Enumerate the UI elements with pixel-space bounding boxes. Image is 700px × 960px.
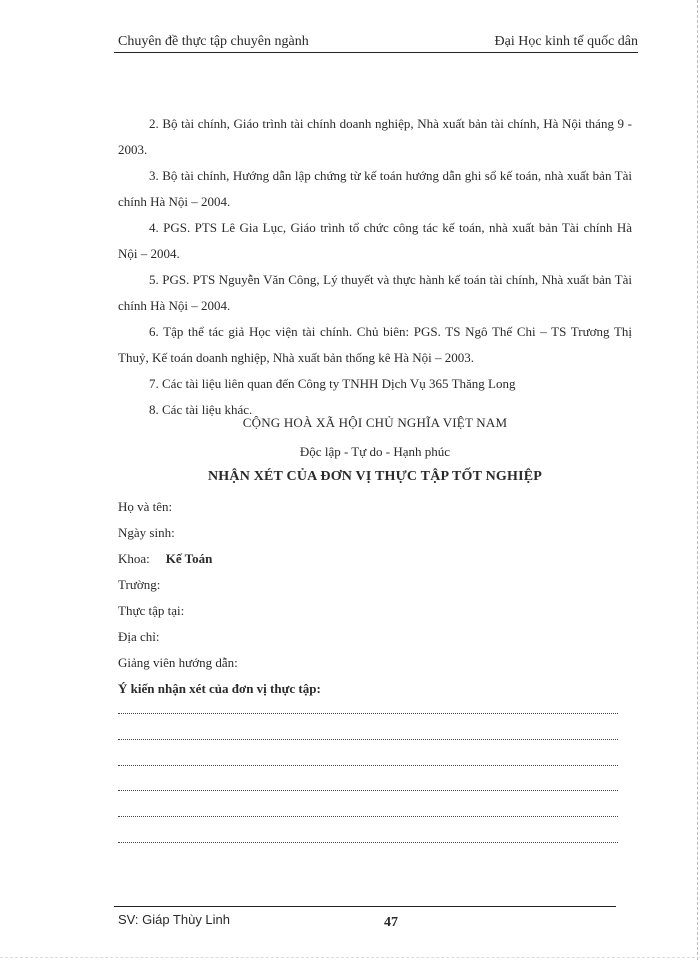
- comment-dotted-line: [118, 765, 618, 766]
- page-edge-bottom: [0, 957, 700, 958]
- field-internship-label: Thực tập tại:: [118, 603, 185, 618]
- reference-item: 5. PGS. PTS Nguyễn Văn Công, Lý thuyết và thực hành kế toán tài chính, Nhà xuất bản Tài chính Hà Nội – 2004.: [118, 272, 632, 313]
- reference-item: 6. Tập thể tác giả Học viện tài chính. Chủ biên: PGS. TS Ngô Thế Chi – TS Trương Thị Thuỷ, Kế toán doanh nghiệp, Nhà xuất bản thống kê Hà Nội – 2003.: [118, 324, 632, 365]
- field-school: [118, 572, 632, 598]
- field-faculty-label: Khoa:: [118, 551, 150, 566]
- reference-item: 2. Bộ tài chính, Giáo trình tài chính doanh nghiệp, Nhà xuất bản tài chính, Hà Nội tháng 9 - 2003.: [118, 116, 632, 157]
- field-name: [118, 494, 632, 520]
- national-heading: CỘNG HOÀ XÃ HỘI CHỦ NGHĨA VIỆT NAM: [242, 415, 508, 430]
- form-title: NHẬN XÉT CỦA ĐƠN VỊ THỰC TẬP TỐT NGHIỆP: [207, 469, 543, 484]
- header-rule: [114, 52, 638, 53]
- field-faculty: [118, 546, 632, 572]
- comment-dotted-line: [118, 739, 618, 740]
- footer-student-name: SV: Giáp Thùy Linh: [118, 912, 231, 927]
- page-edge-right: [697, 0, 698, 960]
- reference-item: 4. PGS. PTS Lê Gia Lục, Giáo trình tổ chức công tác kế toán, nhà xuất bản Tài chính Hà Nội – 2004.: [118, 220, 632, 261]
- page-number: 47: [384, 915, 398, 930]
- field-faculty-value: Kế Toán: [165, 551, 213, 566]
- field-dob: [118, 520, 632, 546]
- field-school-label: Trường:: [118, 577, 161, 592]
- comment-dotted-line: [118, 816, 618, 817]
- reference-list: [118, 111, 632, 423]
- evaluation-form-fields: [118, 494, 632, 702]
- field-advisor-label: Giảng viên hướng dẫn:: [118, 655, 238, 670]
- reference-item: 7. Các tài liệu liên quan đến Công ty TNHH Dịch Vụ 365 Thăng Long: [149, 376, 516, 391]
- field-address: [118, 624, 632, 650]
- comment-dotted-line: [118, 842, 618, 843]
- comment-dotted-line: [118, 713, 618, 714]
- header-thesis-title: Chuyên đề thực tập chuyên ngành: [118, 34, 309, 49]
- field-internship-place: [118, 598, 632, 624]
- national-motto: Độc lập - Tự do - Hạnh phúc: [299, 444, 451, 459]
- field-address-label: Địa chỉ:: [118, 629, 160, 644]
- footer-rule: [114, 906, 616, 907]
- field-advisor: [118, 650, 632, 676]
- comment-label: Ý kiến nhận xét của đơn vị thực tập:: [118, 681, 321, 696]
- header-university: Đại Học kinh tế quốc dân: [494, 34, 638, 49]
- comment-dotted-line: [118, 790, 618, 791]
- field-name-label: Họ và tên:: [118, 499, 173, 514]
- reference-item: 3. Bộ tài chính, Hướng dẫn lập chứng từ kế toán hướng dẫn ghi sổ kế toán, nhà xuất bản Tài chính Hà Nội – 2004.: [118, 168, 632, 209]
- reference-item: 8. Các tài liệu khác.: [149, 402, 253, 417]
- field-dob-label: Ngày sinh:: [118, 525, 175, 540]
